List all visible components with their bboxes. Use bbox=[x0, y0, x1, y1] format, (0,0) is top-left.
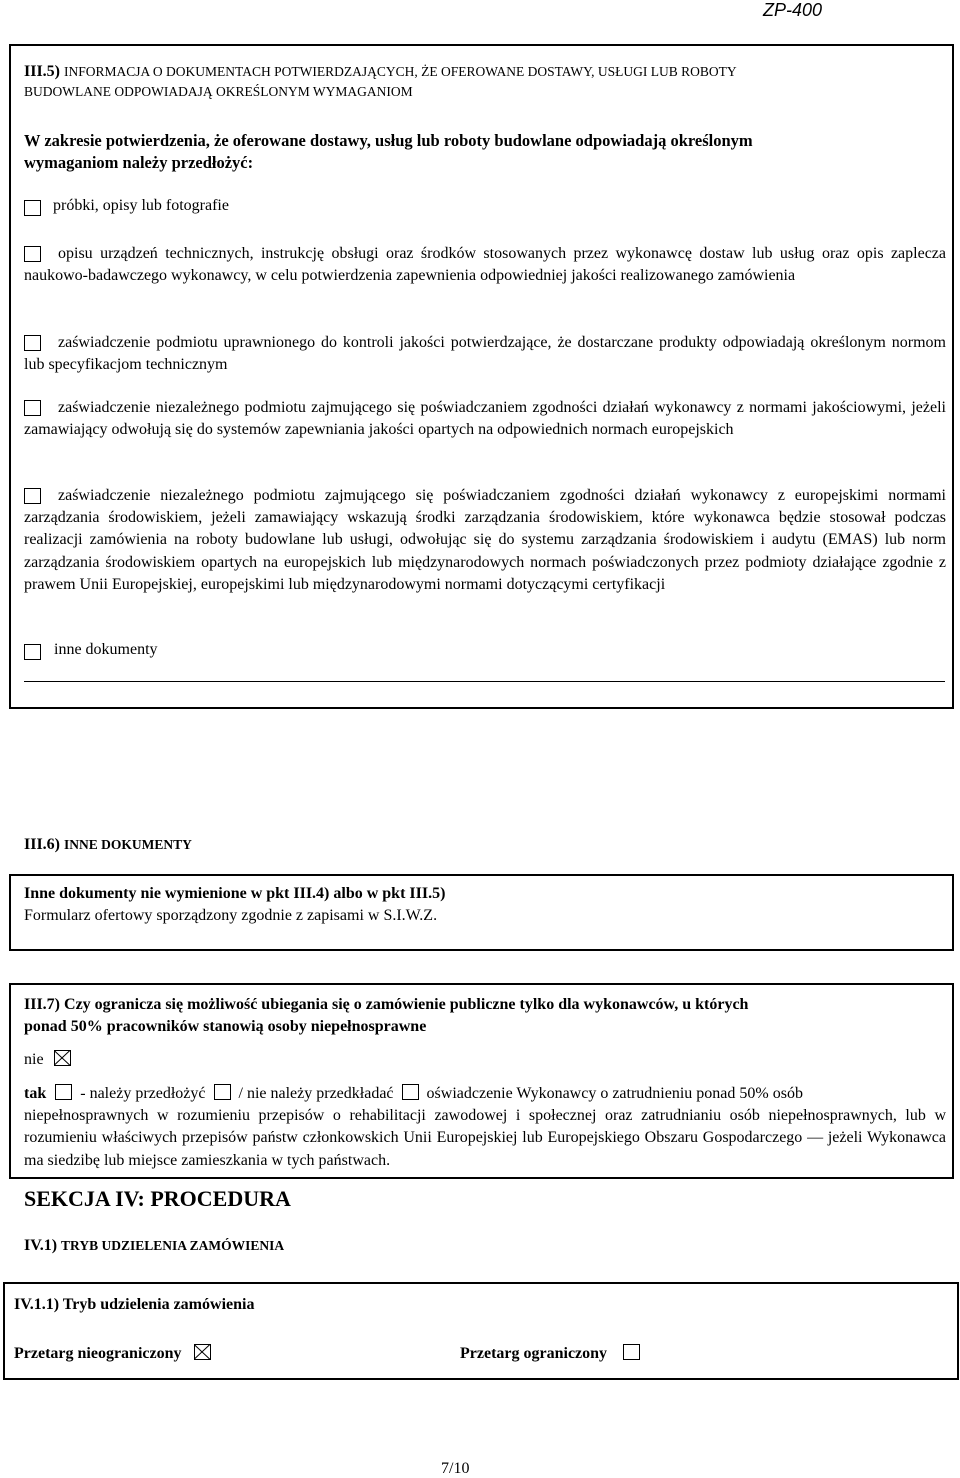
option-label: próbki, opisy lub fotografie bbox=[53, 197, 229, 214]
option-zaswiadczenie-kontrola bbox=[24, 332, 946, 376]
iv1-heading bbox=[24, 1237, 284, 1255]
section-iii5-lead bbox=[24, 130, 753, 174]
option-label: opisu urządzeń technicznych, instrukcję obsługi oraz środków stosowanych przez wykonawcę dostaw lub usług oraz opis zaplecza naukowo-badawczego wykonawcy, w celu potwierdzenia zapewnienia odpowiedniej jakości realizowanego zamówienia bbox=[24, 245, 946, 285]
option-label: inne dokumenty bbox=[54, 641, 158, 658]
inne-dokumenty-line[interactable] bbox=[24, 681, 945, 682]
nie-checkbox[interactable] bbox=[54, 1050, 71, 1066]
document-code: ZP-400 bbox=[762, 0, 822, 20]
sekcja-iv-title: SEKCJA IV: PROCEDURA bbox=[24, 1186, 291, 1211]
iv11-title: IV.1.1) Tryb udzielenia zamówienia bbox=[14, 1296, 255, 1313]
option-zaswiadczenie-srodowisko bbox=[24, 485, 946, 596]
question-line: III.7) Czy ogranicza się możliwość ubiegania się o zamówienie publiczne tylko dla wykonawców, u których bbox=[24, 996, 749, 1013]
section-number: IV.1) bbox=[24, 1237, 58, 1254]
option-label: zaświadczenie niezależnego podmiotu zajmującego się poświadczaniem zgodności działań wykonawcy z normami jakościowymi, jeżeli zamawiający odwołują się do systemów zapewniania jakości opartych na odpowiednich normach europejskich bbox=[24, 399, 946, 439]
przetarg-nieograniczony-label: Przetarg nieograniczony bbox=[14, 1345, 182, 1362]
iii7-tak-block bbox=[24, 1083, 946, 1172]
checkbox-probki[interactable] bbox=[24, 200, 41, 216]
przetarg-nieograniczony-row bbox=[14, 1344, 211, 1363]
tak-text: oświadczenie Wykonawcy o zatrudnieniu ponad 50% osób bbox=[426, 1085, 803, 1102]
section-title-cont: BUDOWLANE ODPOWIADAJĄ OKREŚLONYM WYMAGANIOM bbox=[24, 84, 413, 99]
przetarg-ograniczony-label: Przetarg ograniczony bbox=[460, 1345, 608, 1362]
option-inne-dokumenty bbox=[24, 641, 946, 659]
option-opis-urzadzen bbox=[24, 243, 946, 287]
section-iii6-heading bbox=[24, 836, 192, 854]
checkbox-opis-urzadzen[interactable] bbox=[24, 246, 41, 262]
iii7-nie-row bbox=[24, 1050, 71, 1069]
iii6-line1: Inne dokumenty nie wymienione w pkt III.4) albo w pkt III.5) bbox=[24, 885, 446, 902]
tak-rest: niepełnosprawnych w rozumieniu przepisów o rehabilitacji zawodowej i społecznej oraz zatrudnianiu osób niepełnosprawnych, lub w rozumieniu właściwych przepisów państw członkowskich Unii Europejskiej lub Europejskiego Obszaru Gospodarczego — jeżeli Wykonawca ma siedzibę lub miejsce zamieszkania w tych państwach. bbox=[24, 1107, 946, 1169]
section-number: III.5) bbox=[24, 63, 61, 80]
tak-text: - należy przedłożyć bbox=[80, 1085, 206, 1102]
section-iii6-body bbox=[24, 883, 445, 927]
checkbox-inne-dokumenty[interactable] bbox=[24, 644, 41, 660]
checkbox-zaswiadczenie-srodowisko[interactable] bbox=[24, 488, 41, 504]
checkbox-zaswiadczenie-kontrola[interactable] bbox=[24, 335, 41, 351]
option-label: zaświadczenie podmiotu uprawnionego do kontroli jakości potwierdzające, że dostarczane produkty odpowiadają określonym normom lub specyfikacjom technicznym bbox=[24, 334, 946, 374]
nalezy-przedlozyc-checkbox[interactable] bbox=[214, 1084, 231, 1100]
nie-nalezy-checkbox[interactable] bbox=[402, 1084, 419, 1100]
iii7-question bbox=[24, 994, 748, 1038]
przetarg-ograniczony-row bbox=[460, 1344, 640, 1363]
nie-label: nie bbox=[24, 1051, 44, 1068]
lead-line: W zakresie potwierdzenia, że oferowane dostawy, usług lub roboty budowlane odpowiadają określonym bbox=[24, 131, 753, 150]
section-title: INFORMACJA O DOKUMENTACH POTWIERDZAJĄCYCH, ŻE OFEROWANE DOSTAWY, USŁUGI LUB ROBOTY bbox=[64, 64, 737, 79]
tak-checkbox[interactable] bbox=[55, 1084, 72, 1100]
section-title: TRYB UDZIELENIA ZAMÓWIENIA bbox=[61, 1238, 285, 1253]
section-iii5-heading bbox=[24, 62, 737, 102]
section-number: III.6) bbox=[24, 836, 61, 853]
checkbox-zaswiadczenie-jakosc[interactable] bbox=[24, 400, 41, 416]
tak-text: / nie należy przedkładać bbox=[238, 1085, 394, 1102]
przetarg-nieograniczony-checkbox[interactable] bbox=[194, 1344, 211, 1360]
przetarg-ograniczony-checkbox[interactable] bbox=[623, 1344, 640, 1360]
page-number: 7/10 bbox=[441, 1460, 470, 1477]
iii6-line2: Formularz ofertowy sporządzony zgodnie z zapisami w S.I.W.Z. bbox=[24, 907, 438, 924]
option-zaswiadczenie-jakosc bbox=[24, 397, 946, 441]
tak-label: tak bbox=[24, 1085, 47, 1102]
question-line: ponad 50% pracowników stanowią osoby niepełnosprawne bbox=[24, 1018, 427, 1035]
option-probki bbox=[24, 197, 946, 215]
section-title: INNE DOKUMENTY bbox=[64, 837, 192, 852]
option-label: zaświadczenie niezależnego podmiotu zajmującego się poświadczaniem zgodności działań wykonawcy z europejskimi normami zarządzania środowiskiem, jeżeli zamawiający wskazują środki zarządzania środowiskiem, które wykonawca będzie stosował podczas realizacji zamówienia na roboty budowlane lub usługi, odwołując się do systemu zarządzania środowiskiem i audytu (EMAS) lub norm zarządzania środowiskiem opartych na europejskich lub międzynarodowych normach poświadczonych przez podmioty działające zgodnie z prawem Unii Europejskiej, europejskimi lub międzynarodowymi normami dotyczącymi certyfikacji bbox=[24, 487, 946, 593]
lead-line: wymaganiom należy przedłożyć: bbox=[24, 153, 254, 172]
